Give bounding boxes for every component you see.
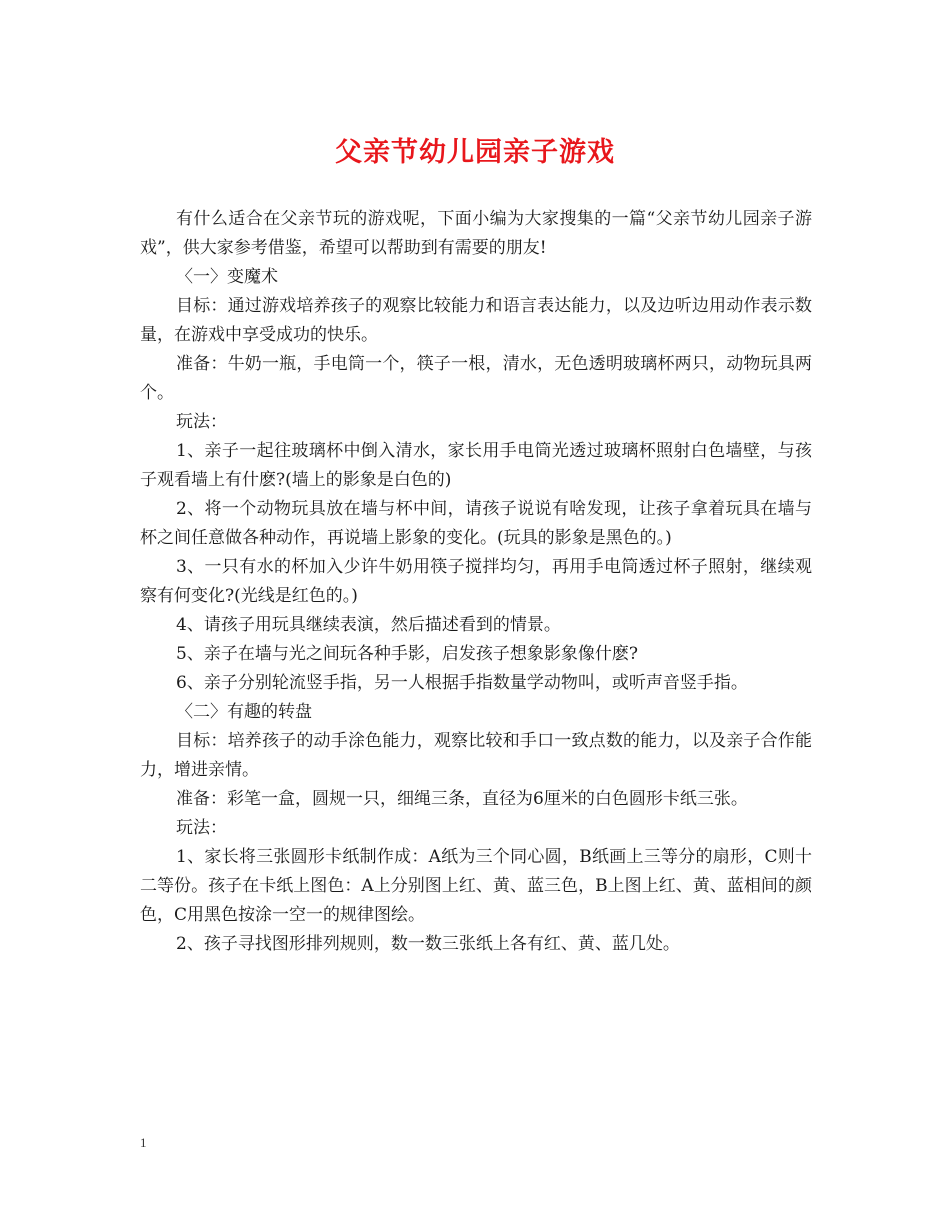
list-item: 1、家长将三张圆形卡纸制作成：A纸为三个同心圆，B纸画上三等分的扇形，C则十二等份。孩子在卡纸上图色：A上分别图上红、黄、蓝三色，B上图上红、黄、蓝相间的颜色，C用黑色按涂一空一的规律图绘。 bbox=[140, 847, 812, 925]
list-item: 1、亲子一起往玻璃杯中倒入清水，家长用手电筒光透过玻璃杯照射白色墙壁，与孩子观看墙上有什麽?(墙上的影象是白色的) bbox=[140, 441, 812, 490]
paragraph-howto-1: 玩法： bbox=[176, 412, 227, 432]
section-heading-magic: 〈一〉变魔术 bbox=[176, 267, 278, 287]
list-item: 2、孩子寻找图形排列规则，数一数三张纸上各有红、黄、蓝几处。 bbox=[176, 934, 680, 954]
paragraph-howto-2: 玩法： bbox=[176, 818, 227, 838]
list-item: 2、将一个动物玩具放在墙与杯中间，请孩子说说有啥发现，让孩子拿着玩具在墙与杯之间任意做各种动作，再说墙上影象的变化。(玩具的影象是黑色的。) bbox=[140, 499, 812, 548]
page-number: 1 bbox=[140, 1135, 147, 1150]
list-item: 5、亲子在墙与光之间玩各种手影，启发孩子想象影象像什麽? bbox=[176, 644, 638, 664]
paragraph-prep-2: 准备：彩笔一盒，圆规一只，细绳三条，直径为6厘米的白色圆形卡纸三张。 bbox=[176, 789, 748, 809]
paragraph-intro: 有什么适合在父亲节玩的游戏呢，下面小编为大家搜集的一篇“父亲节幼儿园亲子游戏”，供大家参考借鉴，希望可以帮助到有需要的朋友! bbox=[140, 209, 812, 258]
paragraph-goal-1: 目标：通过游戏培养孩子的观察比较能力和语言表达能力，以及边听边用动作表示数量，在游戏中享受成功的快乐。 bbox=[140, 296, 812, 345]
list-item: 3、一只有水的杯加入少许牛奶用筷子搅拌均匀，再用手电筒透过杯子照射，继续观察有何变化?(光线是红色的。) bbox=[140, 557, 812, 606]
paragraph-goal-2: 目标：培养孩子的动手涂色能力，观察比较和手口一致点数的能力，以及亲子合作能力，增进亲情。 bbox=[140, 731, 812, 780]
paragraph-prep-1: 准备：牛奶一瓶，手电筒一个，筷子一根，清水，无色透明玻璃杯两只，动物玩具两个。 bbox=[140, 354, 812, 403]
list-item: 6、亲子分别轮流竖手指，另一人根据手指数量学动物叫，或听声音竖手指。 bbox=[176, 673, 748, 693]
document-title: 父亲节幼儿园亲子游戏 bbox=[335, 137, 615, 168]
document-body bbox=[140, 205, 812, 959]
list-item: 4、请孩子用玩具继续表演，然后描述看到的情景。 bbox=[176, 615, 561, 635]
section-heading-turntable: 〈二〉有趣的转盘 bbox=[176, 702, 312, 722]
